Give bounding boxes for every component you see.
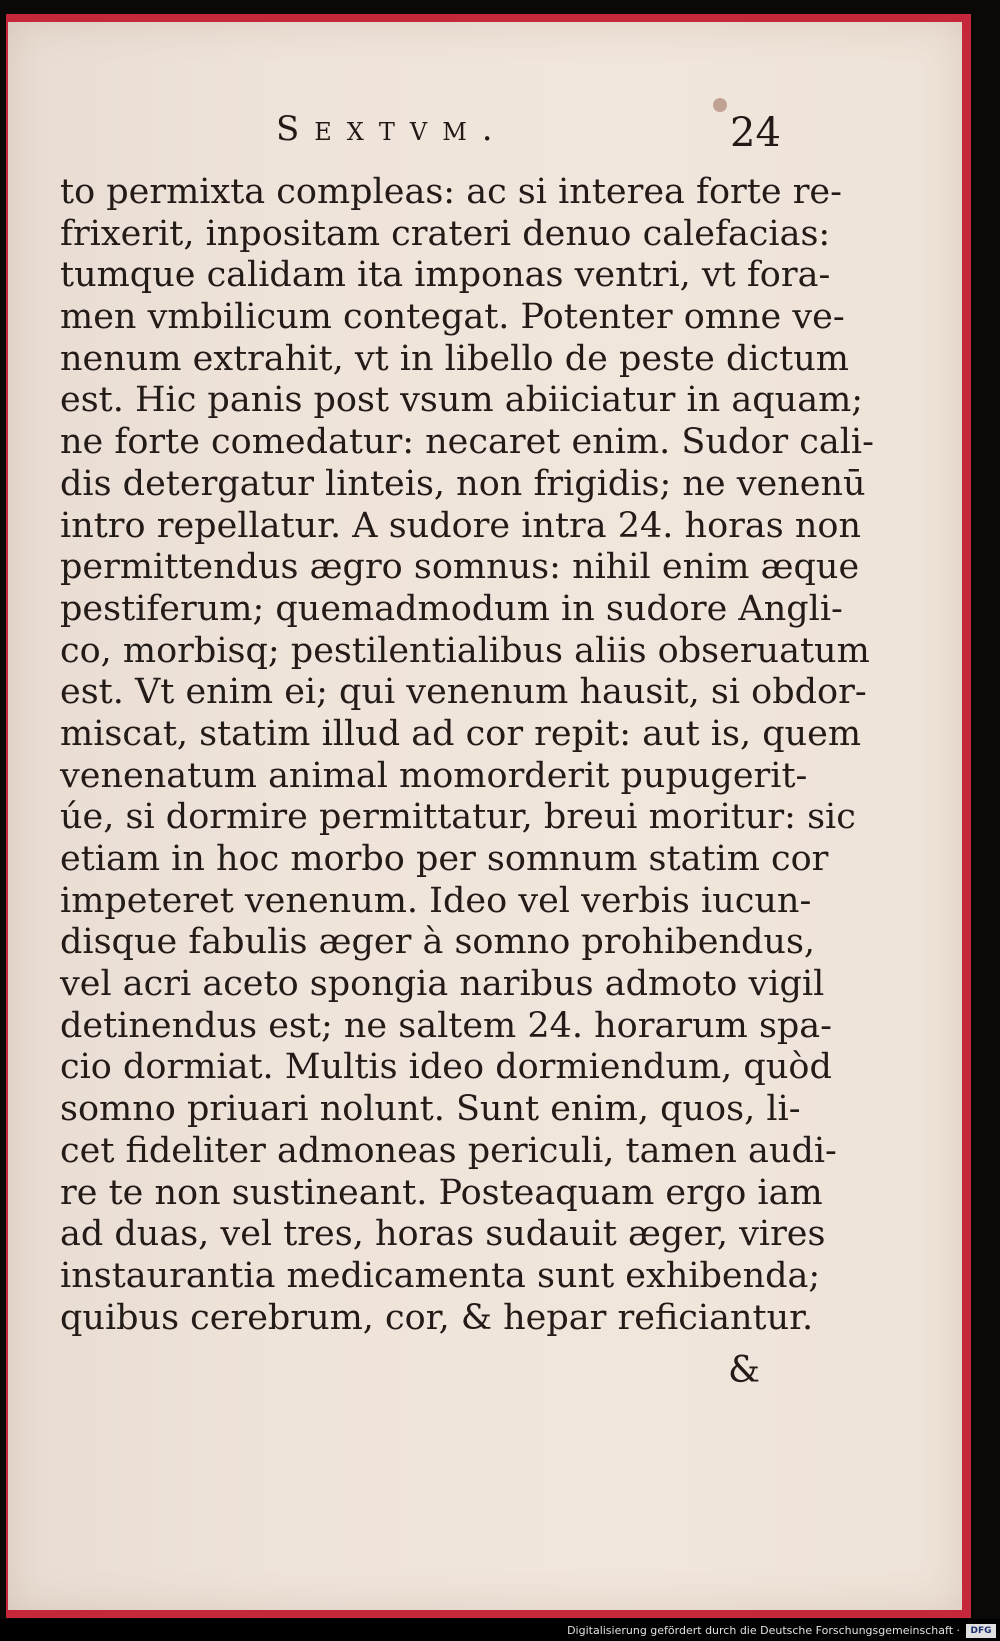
text-line: re te non sustineant. Posteaquam ergo iam (60, 1172, 823, 1213)
text-line: est. Hic panis post vsum abiiciatur in aquam; (60, 380, 864, 421)
text-line: nenum extrahit, vt in libello de peste dictum (60, 338, 849, 379)
text-line: cio dormiat. Multis ideo dormiendum, quòd (60, 1047, 832, 1088)
text-line: cet fideliter admoneas periculi, tamen audi- (60, 1130, 837, 1171)
text-line: intro repellatur. A sudore intra 24. horas non (60, 505, 862, 546)
page-header (8, 106, 962, 156)
running-title: Sextvm. (276, 109, 508, 149)
text-line: frixerit, inpositam crateri denuo calefacias: (60, 213, 831, 254)
funding-credit: Digitalisierung gefördert durch die Deutsche Forschungsgemeinschaft · (567, 1624, 960, 1637)
text-line: ad duas, vel tres, horas sudauit æger, vires (60, 1214, 826, 1255)
book-page (8, 22, 962, 1610)
dfg-logo: DFG (966, 1624, 996, 1638)
text-line: impeteret venenum. Ideo vel verbis iucun- (60, 880, 812, 921)
text-line: etiam in hoc morbo per somnum statim cor (60, 839, 829, 879)
text-line: permittendus ægro somnus: nihil enim æque (60, 547, 860, 588)
digitization-footer (0, 1619, 1000, 1641)
text-line: ne forte comedatur: necaret enim. Sudor cali- (60, 422, 874, 463)
text-line: tumque calidam ita imponas ventri, vt fora- (60, 255, 831, 296)
text-line: vel acri aceto spongia naribus admoto vigil (60, 964, 825, 1005)
text-line: est. Vt enim ei; qui venenum hausit, si obdor- (60, 672, 867, 713)
text-line: venenatum animal momorderit pupugerit- (60, 755, 808, 796)
page-number: 24 (730, 110, 781, 156)
catchword: & (728, 1350, 761, 1391)
text-line: to permixta compleas: ac si interea forte re- (60, 172, 842, 212)
body-text (60, 172, 874, 1339)
text-line: somno priuari nolunt. Sunt enim, quos, li- (60, 1089, 801, 1130)
text-line: miscat, statim illud ad cor repit: aut is, quem (60, 713, 862, 754)
text-line: co, morbisq; pestilentialibus aliis obseruatum (60, 630, 870, 671)
text-line: men vmbilicum contegat. Potenter omne ve- (60, 297, 845, 338)
text-line: instaurantia medicamenta sunt exhibenda; (60, 1255, 821, 1296)
text-line: úe, si dormire permittatur, breui moritur: sic (60, 797, 856, 838)
text-line: dis detergatur linteis, non frigidis; ne venenū (60, 463, 866, 504)
text-line: detinendus est; ne saltem 24. horarum spa- (60, 1005, 832, 1046)
text-line: disque fabulis æger à somno prohibendus, (60, 922, 816, 963)
text-line: quibus cerebrum, cor, & hepar reficiantur. (60, 1297, 814, 1338)
text-line: pestiferum; quemadmodum in sudore Angli- (60, 588, 843, 629)
